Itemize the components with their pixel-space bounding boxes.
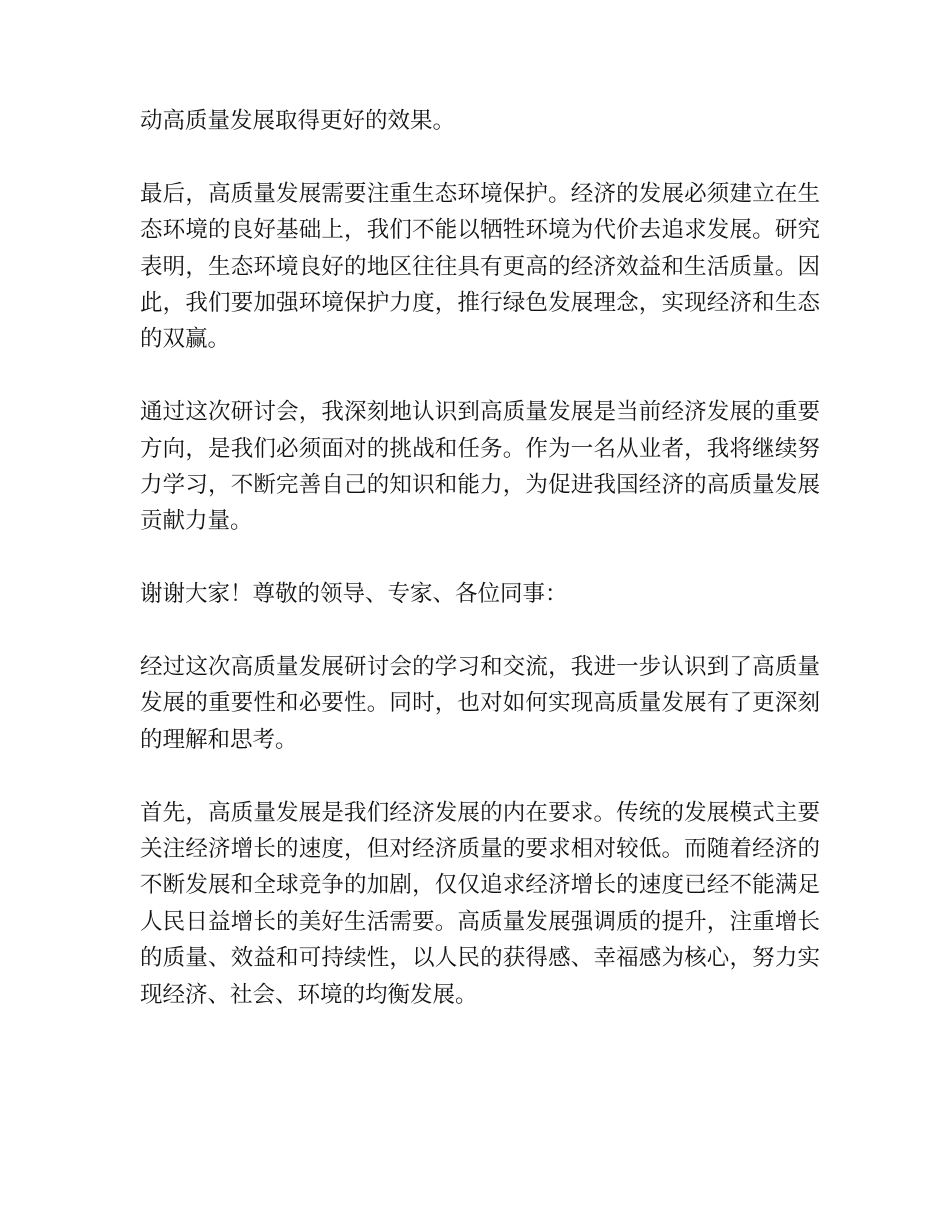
paragraph-first-point: 首先，高质量发展是我们经济发展的内在要求。传统的发展模式主要关注经济增长的速度，但对经济质量的要求相对较低。而随着经济的不断发展和全球竞争的加剧，仅仅追求经济增长的速度已经不能满足人民日益增长的美好生活需要。高质量发展强调质的提升，注重增长的质量、效益和可持续性，以人民的获得感、幸福感为核心，努力实现经济、社会、环境的均衡发展。 (140, 799, 820, 1008)
paragraph-greeting: 谢谢大家！尊敬的领导、专家、各位同事： (140, 581, 568, 608)
paragraph-intro: 经过这次高质量发展研讨会的学习和交流，我进一步认识到了高质量发展的重要性和必要性。同时，也对如何实现高质量发展有了更深刻的理解和思考。 (140, 654, 820, 753)
paragraph-conclusion: 通过这次研讨会，我深刻地认识到高质量发展是当前经济发展的重要方向，是我们必须面对的挑战和任务。作为一名从业者，我将继续努力学习，不断完善自己的知识和能力，为促进我国经济的高质量发展贡献力量。 (140, 399, 820, 535)
paragraph-ecology: 最后，高质量发展需要注重生态环境保护。经济的发展必须建立在生态环境的良好基础上，我们不能以牺牲环境为代价去追求发展。研究表明，生态环境良好的地区往往具有更高的经济效益和生活质量。因此，我们要加强环境保护力度，推行绿色发展理念，实现经济和生态的双赢。 (140, 180, 820, 353)
document-body (140, 103, 820, 1049)
paragraph-continuation: 动高质量发展取得更好的效果。 (140, 108, 456, 134)
